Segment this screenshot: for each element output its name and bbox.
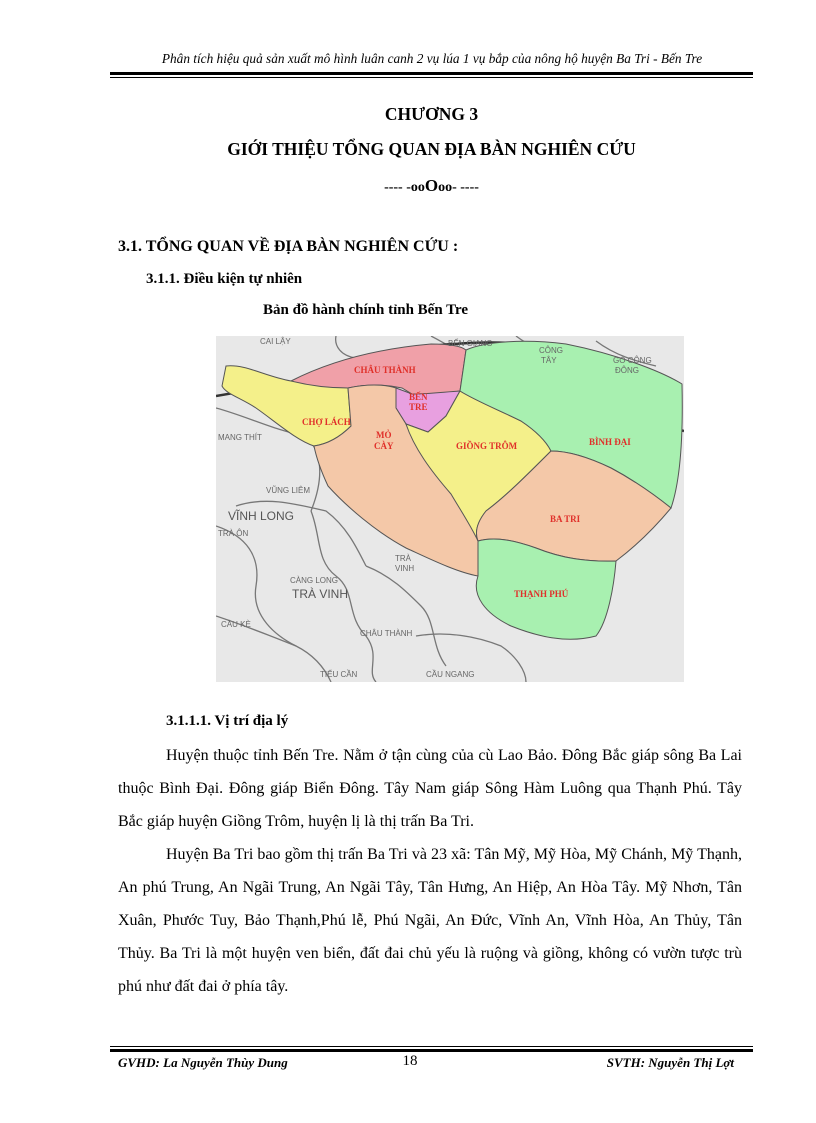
footer-student: SVTH: Nguyễn Thị Lợt: [606, 1055, 734, 1070]
chapter-ornament: [110, 176, 753, 196]
label-mang-thit: MANG THÍT: [218, 433, 262, 442]
paragraph-location: Huyện thuộc tỉnh Bến Tre. Nằm ở tận cùng của cù Lao Bảo. Đông Bắc giáp sông Ba Lai thuộc Bình Đại. Đông giáp Biển Đông. Tây Nam giáp Sông Hàm Luông qua Thạnh Phú. Tây Bắc giáp huyện Giồng Trôm, huyện lị là thị trấn Ba Tri.: [118, 747, 742, 830]
ben-tre-admin-map: [216, 336, 684, 682]
label-ben-giang: BẾN GIANG: [448, 339, 493, 348]
label-cau-ke: CẦU KÈ: [221, 620, 251, 629]
label-tra-vinh: TRÀ VINH: [292, 587, 349, 601]
label-go-cong-1: GÒ CÔNG: [613, 356, 652, 365]
label-thach-phu: THẠNH PHÚ: [514, 589, 569, 599]
ornament-mid: O: [424, 176, 439, 195]
ornament-left: ---- -oo: [384, 180, 425, 195]
label-cang-long: CÀNG LONG: [290, 576, 339, 585]
label-vung-liem: VŨNG LIÊM: [266, 486, 311, 495]
label-cong-tay-1: CÔNG: [539, 346, 563, 355]
label-cho-lach: CHỢ LÁCH: [302, 417, 351, 427]
page-number: 18: [402, 1053, 418, 1069]
chapter-title: GIỚI THIỆU TỔNG QUAN ĐỊA BÀN NGHIÊN CỨU: [227, 139, 636, 159]
label-ben-tre-2: TRE: [409, 402, 428, 412]
label-tieu-can: TIỂU CẦN: [320, 670, 358, 679]
header-rule-thin: [110, 77, 753, 78]
footer-rule-thick: [110, 1049, 753, 1052]
label-vinh-long: VĨNH LONG: [228, 509, 295, 523]
footer-rule-thin: [110, 1046, 753, 1047]
ornament-right: oo- ----: [438, 180, 479, 195]
label-tra-on: TRÀ ÔN: [218, 529, 249, 538]
label-chau-thanh: CHÂU THÀNH: [354, 365, 416, 375]
label-giong-trom: GIỒNG TRÔM: [456, 441, 518, 451]
label-mo-cay-2: CÀY: [374, 441, 394, 451]
map-caption: Bản đồ hành chính tỉnh Bến Tre: [263, 302, 469, 318]
label-tra-vinh-small-2: VINH: [395, 564, 415, 573]
label-go-cong-2: ĐÔNG: [615, 366, 639, 375]
label-binh-dai: BÌNH ĐẠI: [589, 437, 631, 447]
label-ben-tre-1: BẾN: [409, 392, 428, 402]
subsection-heading: 3.1.1. Điều kiện tự nhiên: [146, 271, 303, 287]
label-cai-lay: CAI LẬY: [260, 337, 291, 346]
label-tra-vinh-small-1: TRÀ: [395, 554, 411, 563]
label-ba-tri: BA TRI: [550, 514, 581, 524]
label-cong-tay-2: TÂY: [541, 356, 557, 365]
label-chau-thanh-tv: CHÂU THÀNH: [360, 629, 413, 638]
header-rule-thick: [110, 72, 753, 75]
section-heading: 3.1. TỔNG QUAN VỀ ĐỊA BÀN NGHIÊN CỨU :: [118, 238, 459, 255]
subsubsection-heading: 3.1.1.1. Vị trí địa lý: [166, 713, 289, 729]
running-header: Phân tích hiệu quả sản xuất mô hình luân canh 2 vụ lúa 1 vụ bắp của nông hộ huyện Ba Tri - Bến Tre: [161, 51, 703, 66]
paragraph-communes: Huyện Ba Tri bao gồm thị trấn Ba Tri và 23 xã: Tân Mỹ, Mỹ Hòa, Mỹ Chánh, Mỹ Thạnh, An phú Trung, An Ngãi Trung, An Ngãi Tây, Tân Hưng, An Hiệp, An Hòa Tây. Mỹ Nhơn, Tân Xuân, Phước Tuy, Bảo Thạnh,Phú lễ, Phú Ngãi, An Đức, Vĩnh An, Vĩnh Hòa, An Thủy, Tân Thủy. Ba Tri là một huyện ven biển, đất đai chủ yếu là ruộng và giồng, không có vườn tược trù phú như đất đai ở phía tây.: [118, 846, 742, 995]
chapter-number: CHƯƠNG 3: [384, 104, 479, 124]
footer-advisor: GVHD: La Nguyễn Thùy Dung: [118, 1055, 288, 1070]
label-cau-ngang: CẦU NGANG: [426, 670, 475, 679]
label-mo-cay-1: MỎ: [376, 430, 392, 440]
